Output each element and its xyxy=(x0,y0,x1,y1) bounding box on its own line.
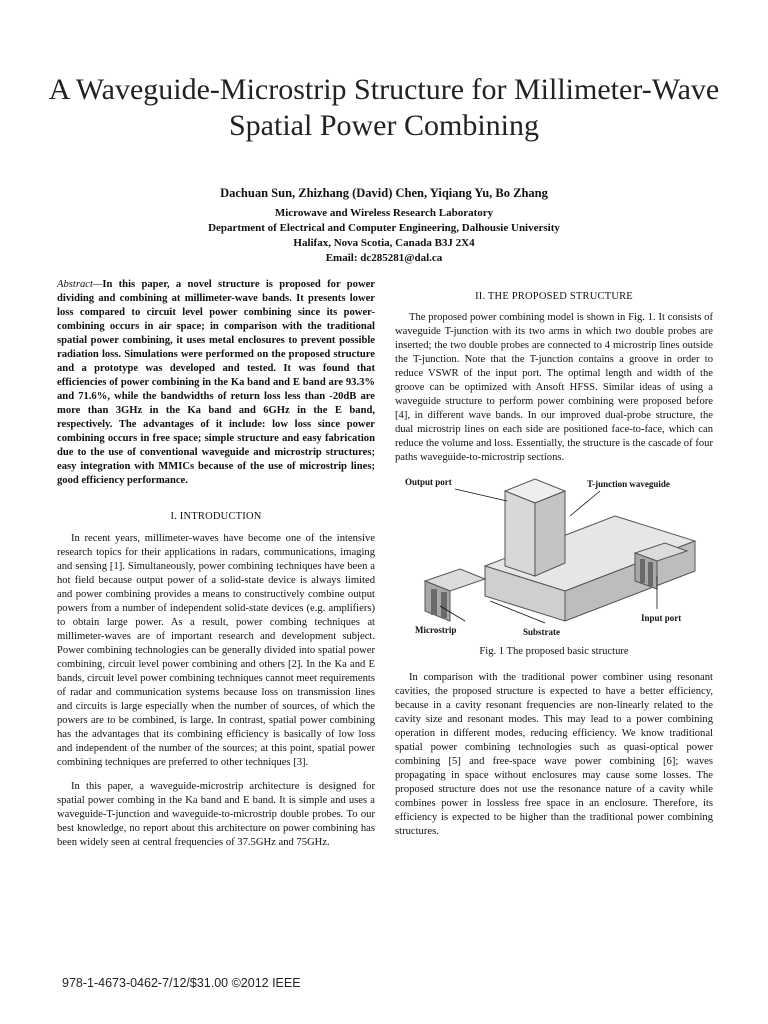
figure-label-microstrip: Microstrip xyxy=(415,625,457,635)
output-arm-side xyxy=(535,491,565,576)
section-heading-proposed-structure: II. THE PROPOSED STRUCTURE xyxy=(475,291,633,302)
proposed-paragraph-2: In comparison with the traditional power combiner using resonant cavities, the proposed structure is expected to have a better efficiency, because in a cavity resonant frequencies are non-linearly related to the cavity size and resonant modes. This may lead to a power combining operation in different modes, reducing efficiency. We know traditional spatial power combining technologies such as quasi-optical power combining [5] and free-space wave power combining [6]; waves propagating in space without enclosures may cause some losses. The proposed structure does not use the resonance nature of a cavity while combines power in lossless free space in an enclosure. Therefore, its efficiency is expected to be higher than the traditional power combining structures. xyxy=(395,672,713,837)
left-column xyxy=(57,278,375,850)
microstrip-left-b xyxy=(441,592,447,618)
figure-label-t-junction: T-junction waveguide xyxy=(587,479,670,489)
paper-title: A Waveguide-Microstrip Structure for Millimeter-Wave Spatial Power Combining xyxy=(48,73,720,142)
affiliation-address: Halifax, Nova Scotia, Canada B3J 2X4 xyxy=(293,237,475,249)
affiliation-lab: Microwave and Wireless Research Laboratory xyxy=(274,207,494,219)
figure-label-output-port: Output port xyxy=(405,477,452,487)
author-list: Dachuan Sun, Zhizhang (David) Chen, Yiqiang Yu, Bo Zhang xyxy=(220,186,548,200)
intro-paragraph-2: In this paper, a waveguide-microstrip architecture is designed for spatial power combing in the Ka band and E band. It is simple and uses a waveguide-T-junction and waveguide-to-microstrip double probes. To our best knowledge, no report about this architecture on power combining has been widely seen at central frequencies of 37.5GHz and 75GHz. xyxy=(57,781,375,848)
output-arm-front xyxy=(505,491,535,576)
affiliation-department: Department of Electrical and Computer Engineering, Dalhousie University xyxy=(208,222,560,234)
leader-output-port xyxy=(455,489,507,501)
structure-diagram xyxy=(395,471,713,641)
copyright-footer: 978-1-4673-0462-7/12/$31.00 ©2012 IEEE xyxy=(62,976,301,990)
microstrip-right-a xyxy=(640,559,645,583)
section-heading-introduction: I. INTRODUCTION xyxy=(170,511,262,522)
intro-paragraph-1: In recent years, millimeter-waves have become one of the intensive research topics for their applications in radars, communications, imaging and sensing [1]. Simultaneously, power combining techniques have been a hot field because output power of a solid-state device is always limited and power combining provides a means to constructively combine output powers from a number of independent solid-state devices (e.g. amplifiers) to obtain large power. As a result, power combing techniques at millimeter-waves are of important research and development subject. Power combining technologies can be generally divided into spatial power combining, circuit level power combining and others [2]. In the Ka and E bands, circuit level power combining techniques cannot meet requirements of radar and communication systems because loss on transmission lines and circuits is large especially when the number of sources, of which the powers are to be combined, is large. In contrast, spatial power combining has the advantages that its combining efficiency is basically of low loss and independent of the number of the sources; at this point, spatial power combining techniques are preferred to other techniques [3]. xyxy=(57,533,375,768)
proposed-paragraph-1: The proposed power combining model is shown in Fig. 1. It consists of waveguide T-junction with its two arms in which two double probes are inserted; the two double probes are connected to 4 microstrip lines outside the T-junction. Note that the T-junction contains a groove in order to reduce VSWR of the input port. The optimal length and width of the groove can be optimized with Ansoft HFSS. Similar ideas of using a waveguide structure to perform power combining were proposed before [4], in different wave bands. In our improved dual-probe structure, the dual microstrip lines on each side are positioned face-to-face, which can reduce the volume and loss. Essentially, the structure is the cascade of four paths waveguide-to-microstrip sections. xyxy=(395,312,713,463)
affiliation-email: Email: dc285281@dal.ca xyxy=(325,252,443,264)
figure-label-input-port: Input port xyxy=(641,613,682,623)
microstrip-right-b xyxy=(648,562,653,586)
abstract-text: In this paper, a novel structure is proposed for power dividing and combining at millimeter-wave bands. It presents lower loss compared to circuit level power combining since its power-combining occurs in air space; in comparison with the traditional spatial power combining, it uses metal enclosures to prevent possible radiation loss. Simulations were performed on the proposed structure and a prototype was developed and tested. It was found that efficiencies of power combining in the Ka band and E band are 93.3% and 71.6%, while the bandwidths of return loss less than -20dB are more than 3GHz in the Ka band and 6GHz in the E band, respectively. The advantages of it include: low loss since power combining occurs in free space; simple structure and easy fabrication due to the use of conventional waveguide and microstrip structures; easy integration with MMICs because of the use of microstrip lines; good efficiency performance. xyxy=(57,279,375,486)
figure-1 xyxy=(395,471,713,641)
abstract-lead: Abstract— xyxy=(57,279,103,290)
figure-label-substrate: Substrate xyxy=(523,627,561,637)
figure-caption: Fig. 1 The proposed basic structure xyxy=(479,646,629,657)
abstract xyxy=(57,278,375,488)
affiliation-block xyxy=(60,206,708,266)
microstrip-left-a xyxy=(431,589,437,615)
right-column xyxy=(395,290,713,839)
leader-t-junction xyxy=(570,491,600,516)
